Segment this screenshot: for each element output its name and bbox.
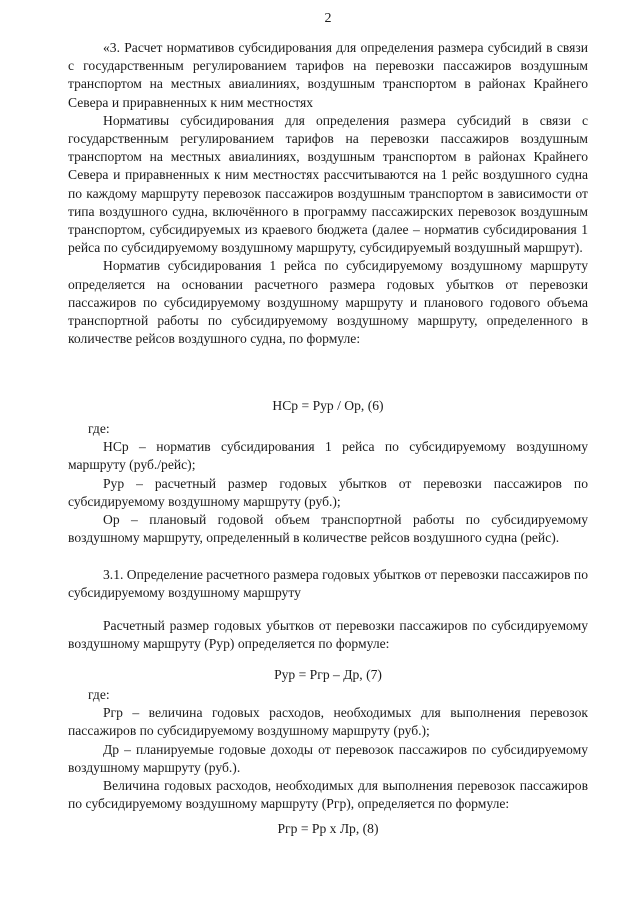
section-31-block <box>68 566 588 602</box>
section-3-heading: «3. Расчет нормативов субсидирования для определения размера субсидий в связи с государственным регулированием тарифов на перевозки пассажиров воздушным транспортом на местных авиалиниях, воздушным транспортом в районах Крайнего Севера и приравненных к ним местностях <box>68 40 588 110</box>
definitions-block-2 <box>68 686 588 813</box>
paragraph-rgr: Величина годовых расходов, необходимых для выполнения перевозок пассажиров по субсидируемому воздушному маршруту (Ргр), определяется по формуле: <box>68 778 588 812</box>
definition-rgr: Ргр – величина годовых расходов, необходимых для выполнения перевозок пассажиров по субсидируемому воздушному маршруту (руб.); <box>68 705 588 739</box>
formula-8: Ргр = Рр х Лр, (8) <box>277 821 379 836</box>
where-label: где: <box>88 421 110 436</box>
paragraph-rur: Расчетный размер годовых убытков от перевозки пассажиров по субсидируемому воздушному маршруту (Рур) определяется по формуле: <box>68 618 588 652</box>
formula-6-block <box>68 397 588 415</box>
paragraph-3-block <box>68 617 588 653</box>
where-label-2: где: <box>88 687 110 702</box>
section-3-1-heading: 3.1. Определение расчетного размера годовых убытков от перевозки пассажиров по субсидируемому воздушному маршруту <box>68 567 588 601</box>
formula-7-block <box>68 666 588 684</box>
definition-or: Ор – плановый годовой объем транспортной работы по субсидируемому воздушному маршруту, определенный в количестве рейсов воздушного судна (рейс). <box>68 512 588 546</box>
definitions-block-1 <box>68 420 588 547</box>
page-number: 2 <box>324 11 332 26</box>
intro-block <box>68 39 588 348</box>
paragraph-normatives: Нормативы субсидирования для определения размера субсидий в связи с государственным регулированием тарифов на перевозки пассажиров воздушным транспортом на местных авиалиниях, воздушным транспортом в районах Крайнего Севера и приравненных к ним местностях рассчитываются на 1 рейс воздушного судна по каждому маршруту перевозок пассажиров воздушным транспортом в зависимости от типа воздушного судна, включённого в программу пассажирских перевозок воздушным транспортом, субсидируемых из краевого бюджета (далее – норматив субсидирования 1 рейса по субсидируемому воздушному маршруту, субсидируемый воздушный маршрут). <box>68 112 588 256</box>
paragraph-normative-rule: Норматив субсидирования 1 рейса по субсидируемому воздушному маршруту определяется на основании расчетного размера годовых убытков от перевозки пассажиров по субсидируемому воздушному маршруту и планового годового объема транспортной работы по субсидируемому воздушному маршруту, определенного в количестве рейсов воздушного судна, по формуле: <box>68 258 588 347</box>
definition-rur: Рур – расчетный размер годовых убытков от перевозки пассажиров по субсидируемому воздушному маршруту (руб.); <box>68 475 588 509</box>
formula-6: НСр = Рур / Ор, (6) <box>272 398 384 413</box>
definition-nsr: НСр – норматив субсидирования 1 рейса по субсидируемому воздушному маршруту (руб./рейс); <box>68 439 588 473</box>
formula-7: Рур = Ргр – Др, (7) <box>274 667 382 682</box>
formula-8-block <box>68 820 588 838</box>
definition-dr: Др – планируемые годовые доходы от перевозок пассажиров по субсидируемому воздушному маршруту (руб.). <box>68 741 588 775</box>
